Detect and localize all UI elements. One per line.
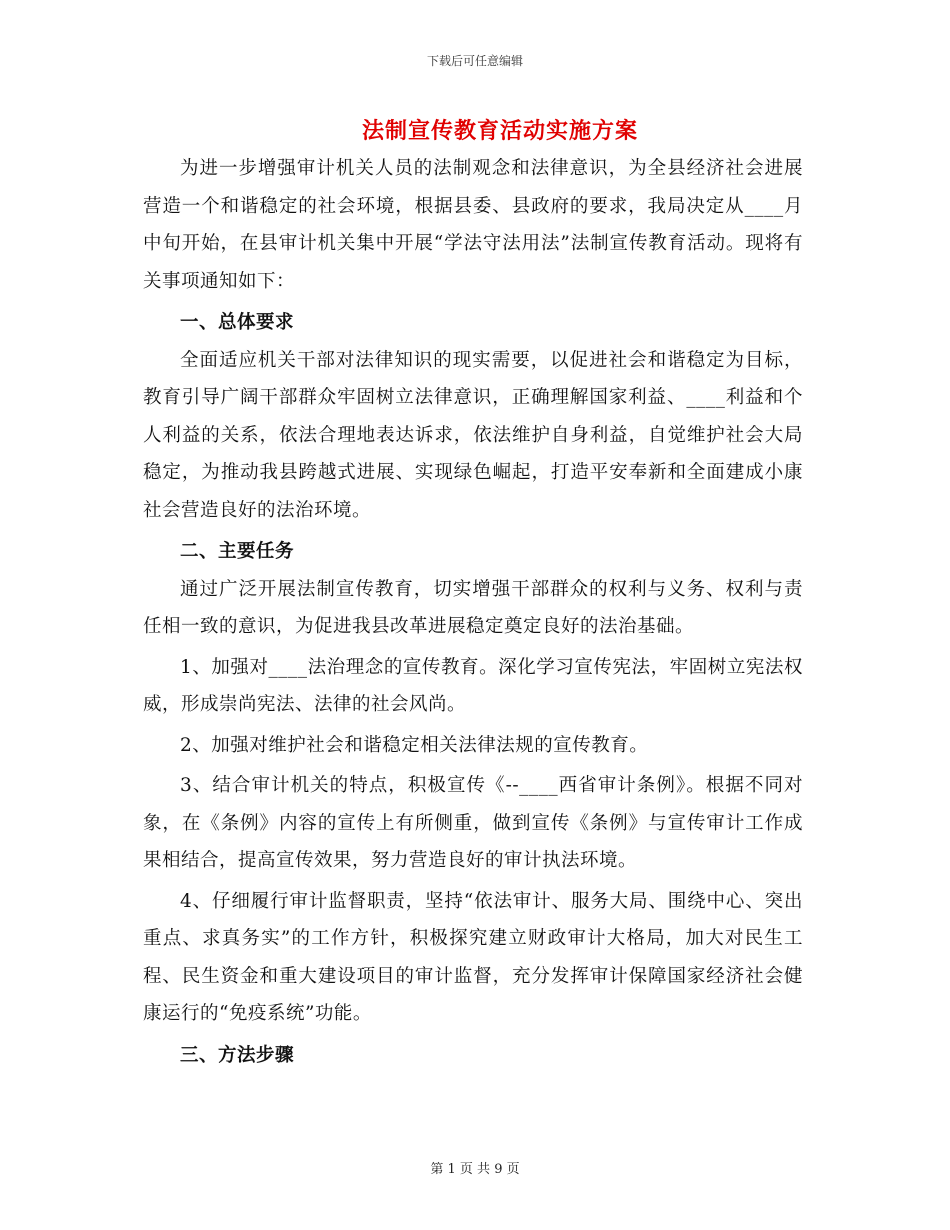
section-heading-methods-steps: 三、方法步骤: [180, 1044, 295, 1066]
task-item-1: 1、加强对____法治理念的宣传教育。深化学习宣传宪法，牢固树立宪法权威，形成崇尚宪法、法律的社会风尚。: [143, 656, 803, 715]
document-title: 法制宣传教育活动实施方案: [361, 118, 638, 144]
intro-paragraph: 为进一步增强审计机关人员的法制观念和法律意识，为全县经济社会进展营造一个和谐稳定的社会环境，根据县委、县政府的要求，我局决定从____月中旬开始，在县审计机关集中开展“学法守法用法”法制宣传教育活动。现将有关事项通知如下：: [143, 158, 803, 292]
task-item-4: 4、仔细履行审计监督职责，坚持“依法审计、服务大局、围绕中心、突出重点、求真务实”的工作方针，积极探究建立财政审计大格局，加大对民生工程、民生资金和重大建设项目的审计监督，充分发挥审计保障国家经济社会健康运行的“免疫系统”功能。: [143, 890, 803, 1024]
section1-paragraph: 全面适应机关干部对法律知识的现实需要，以促进社会和谐稳定为目标，教育引导广阔干部群众牢固树立法律意识，正确理解国家利益、____利益和个人利益的关系，依法合理地表达诉求，依法维护自身利益，自觉维护社会大局稳定，为推动我县跨越式进展、实现绿色崛起，打造平安奉新和全面建成小康社会营造良好的法治环境。: [143, 349, 803, 521]
task-item-2: 2、加强对维护社会和谐稳定相关法律法规的宣传教育。: [180, 734, 649, 756]
section-heading-main-tasks: 二、主要任务: [180, 541, 295, 562]
header-note: 下载后可任意编辑: [426, 54, 523, 68]
page-indicator: 第 1 页 共 9 页: [430, 1162, 520, 1177]
document-body: [143, 150, 803, 1074]
section-heading-overall-requirements: 一、总体要求: [180, 312, 295, 333]
task-item-3: 3、结合审计机关的特点，积极宣传《--____西省审计条例》。根据不同对象，在《条例》内容的宣传上有所侧重，做到宣传《条例》与宣传审计工作成果相结合，提高宣传效果，努力营造良好的审计执法环境。: [143, 775, 803, 871]
section2-paragraph: 通过广泛开展法制宣传教育，切实增强干部群众的权利与义务、权利与责任相一致的意识，为促进我县改革进展稳定奠定良好的法治基础。: [143, 578, 803, 637]
